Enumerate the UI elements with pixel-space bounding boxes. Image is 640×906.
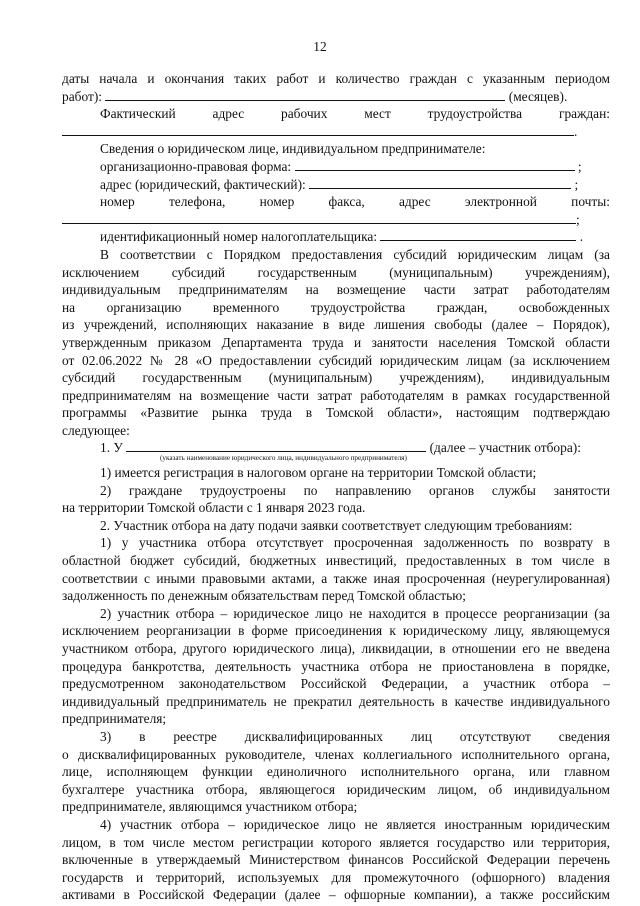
text-line: исключением субсидий государственным (муниципальным) учреждениям), [62,264,610,280]
field-caption: (указать наименование юридического лица, индивидуального предпринимателя) [160,454,407,463]
text-line: лице, исполняющем функции единоличного исполнительного органа, или главном [62,764,610,780]
text-fragment: адрес (юридический, фактический): [100,176,306,192]
text-line: Сведения о юридическом лице, индивидуальном предпринимателе: [100,141,486,157]
text-fragment: (далее – участник отбора): [429,440,581,456]
text-line: государств и территорий, используемых для промежуточного (офшорного) владения [62,869,610,885]
fill-in-blank-participant-name[interactable] [126,439,426,452]
text-line: активами в Российской Федерации (далее – офшорные компании), а также российским [62,887,610,903]
text-line: 2) участник отбора – юридическое лицо не находится в процессе реорганизации (за [100,605,610,621]
fill-in-blank-period[interactable] [105,88,505,101]
text-line: бухгалтере участника отбора, являющегося юридическим лицом, об индивидуальном [62,781,610,797]
text-fragment: ; [576,211,580,227]
text-line: от 02.06.2022 № 28 «О предоставлении субсидий юридическим лицам (за исключением [62,352,610,368]
text-fragment: (месяцев). [508,88,568,104]
text-line: исключением реорганизации в форме присоединения к юридическому лицу, являющемуся [62,623,610,639]
fill-in-blank-inn[interactable] [380,228,576,241]
text-fragment: . [579,229,584,245]
page-number: 12 [313,39,327,54]
text-line: включенные в утверждаемый Министерством финансов Российской Федерации перечень [62,852,610,868]
text-line: 2) граждане трудоустроены по направлению органов службы занятости [100,482,610,498]
text-fragment: работ): [62,88,103,104]
text-line: на организацию временного трудоустройства граждан, освобожденных [62,299,610,315]
text-line: предпринимателе, являющимся участником отбора; [62,799,358,815]
text-fragment: идентификационный номер налогоплательщика: [100,229,378,245]
text-line: 1) имеется регистрация в налоговом органе на территории Томской области; [100,465,537,481]
text-line: о дисквалифицированных руководителе, членах коллегиального исполнительного органа, [62,746,610,762]
text-line: В соответствии с Порядком предоставления субсидий юридическим лицам (за [100,246,610,262]
text-line: из учреждений, исполняющих наказание в виде лишения свободы (далее – Порядок), [62,317,610,333]
text-line: следующее: [62,422,130,438]
text-line: задолженность по денежным обязательствам перед Томской областью; [62,588,466,604]
text-line: индивидуальным предпринимателям на возмещение части затрат работодателям [62,282,610,298]
text-line: областной бюджет субсидий, бюджетных инвестиций, предоставленных в том числе в [62,553,610,569]
text-line [62,176,610,194]
text-line: 2. Участник отбора на дату подачи заявки соответствует следующим требованиям: [100,517,573,533]
text-line: участником отбора, другого юридического лица), ликвидации, в отношении его не введена [62,641,610,656]
fill-in-blank-contacts[interactable] [62,211,576,224]
text-fragment: ; [577,158,582,174]
text-line: предпринимателям на возмещение части затрат работодателям в рамках государственной [62,387,610,403]
text-line: Фактический адрес рабочих мест трудоустройства граждан: [100,106,610,122]
text-line: программы «Развитие рынка труда в Томской области», настоящим подтверждаю [62,405,610,421]
text-line: 4) участник отбора – юридическое лицо не является иностранным юридическим [100,816,610,832]
text-line: 1) у участника отбора отсутствует просроченная задолженность по возврату в [100,535,610,551]
text-line: предусмотренном законодательством Российской Федерации, а участник отбора – [62,676,610,692]
text-line [62,123,610,141]
text-line: субсидий государственным (муниципальным) учреждениям), индивидуальным [62,370,610,386]
text-line: предпринимателя; [62,711,167,727]
document-body [62,70,610,904]
text-line [62,88,610,106]
text-line: лицом, в том числе местом регистрации которого является государство или территория, [62,834,610,850]
fill-in-blank-legal-form[interactable] [295,158,575,171]
text-line [62,158,610,176]
fill-in-blank-legal-address[interactable] [309,176,571,189]
text-fragment: ; [574,176,579,192]
text-fragment: организационно-правовая форма: [100,158,292,174]
text-line: номер телефона, номер факса, адрес электронной почты: [100,194,610,210]
text-line: даты начала и окончания таких работ и количество граждан с указанным периодом [62,71,610,86]
fill-in-blank-work-address[interactable] [62,123,574,136]
text-line: 3) в реестре дисквалифицированных лиц отсутствуют сведения [100,728,610,744]
text-line: индивидуальный предприниматель не прекратил деятельность в качестве индивидуального [62,693,610,709]
text-line [62,211,610,229]
text-line: процедура банкротства, деятельность участника отбора не приостановлена в порядке, [62,658,610,674]
text-fragment: . [574,123,578,139]
text-line: на территории Томской области с 1 января 2023 года. [62,500,366,516]
text-line [62,228,610,246]
text-fragment: 1. У [100,440,123,456]
text-line: утвержденным приказом Департамента труда и занятости населения Томской области [62,334,610,350]
text-line: соответствии с иными правовыми актами, а также иная просроченная (неурегулированная) [62,570,610,586]
